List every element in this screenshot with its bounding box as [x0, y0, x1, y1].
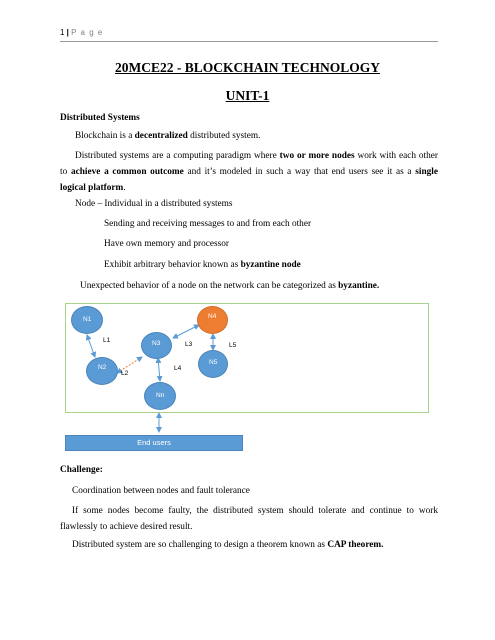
link-label-l5: L5	[229, 342, 237, 349]
paragraph-cap-theorem: Distributed system are so challenging to design a theorem known as CAP theorem.	[72, 540, 384, 550]
link-label-l3: L3	[185, 341, 193, 348]
link-l1-line	[87, 335, 95, 357]
page-label: P a g e	[71, 28, 104, 37]
node-n1: N1	[71, 306, 103, 334]
page-separator: |	[64, 28, 72, 37]
link-l3-line	[173, 325, 199, 338]
paragraph-coordination: Coordination between nodes and fault tolerance	[72, 486, 250, 496]
paragraph-byzantine: Unexpected behavior of a node on the network can be categorized as byzantine.	[80, 281, 380, 291]
link-label-l4: L4	[174, 365, 182, 372]
link-label-l2: L2	[121, 370, 129, 377]
node-n3: N3	[141, 332, 172, 359]
link-l4-line	[158, 358, 160, 381]
node-n5: N5	[198, 350, 228, 378]
page-number: 1	[60, 28, 65, 37]
node-n4-byzantine: N4	[197, 306, 228, 334]
node-nn: Nn	[144, 382, 176, 410]
document-title: 20MCE22 - BLOCKCHAIN TECHNOLOGY	[115, 60, 380, 75]
node-definition: Node – Individual in a distributed systems	[75, 199, 233, 209]
bullet-sending-messages: Sending and receiving messages to and from each other	[104, 219, 312, 229]
paragraph-decentralized: Blockchain is a decentralized distributed system.	[75, 131, 261, 141]
end-users-box: End users	[65, 435, 243, 451]
section-heading-challenge: Challenge:	[60, 465, 103, 475]
node-n2: N2	[86, 357, 118, 385]
paragraph-fault-tolerance: If some nodes become faulty, the distributed system should tolerate and continue to work flawlessly to achieve desired result.	[60, 506, 438, 532]
unit-heading: UNIT-1	[225, 88, 270, 103]
bullet-own-memory: Have own memory and processor	[104, 239, 229, 249]
section-heading-distributed-systems: Distributed Systems	[60, 113, 140, 123]
link-label-l1: L1	[103, 337, 111, 344]
paragraph-distributed-systems: Distributed systems are a computing paradigm where two or more nodes work with each other to achieve a common outcome and it’s modeled in such a way that end users see it as a single logical platform.	[60, 151, 439, 193]
bullet-byzantine-node: Exhibit arbitrary behavior known as byzantine node	[104, 260, 301, 270]
